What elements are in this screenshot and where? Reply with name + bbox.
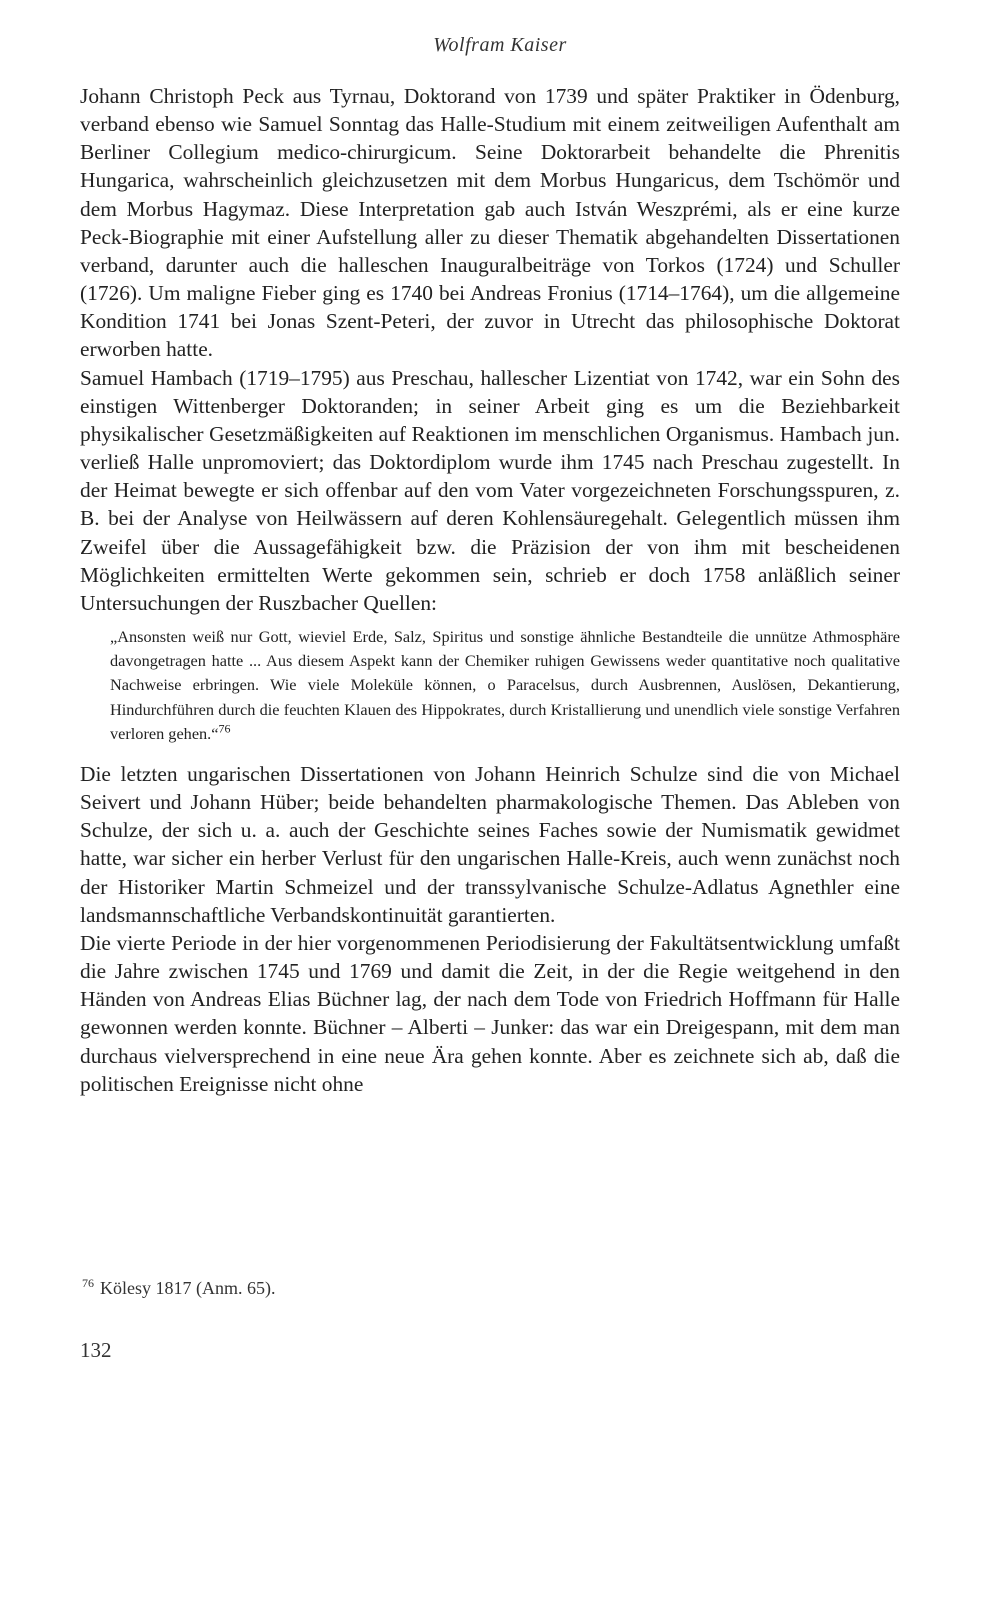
main-text	[80, 82, 900, 1098]
block-quote	[110, 625, 900, 746]
footnote-reference[interactable]: 76	[218, 721, 231, 736]
footnote	[82, 1276, 275, 1299]
page-number: 132	[80, 1338, 112, 1362]
paragraph-vierte-periode: Die vierte Periode in der hier vorgenommenen Periodisierung der Fakultätsentwicklung umfaßt die Jahre zwischen 1745 und 1769 und damit die Zeit, in der die Regie weitgehend in den Händen von Andreas Elias Büchner lag, der nach dem Tode von Friedrich Hoffmann für Halle gewonnen werden konnte. Büchner – Alberti – Junker: das war ein Dreigespann, mit dem man durchaus vielversprechend in eine neue Ära gehen konnte. Aber es zeichnete sich ab, daß die politischen Ereignisse nicht ohne	[80, 930, 900, 1096]
paragraph-hambach: Samuel Hambach (1719–1795) aus Preschau, hallescher Lizentiat von 1742, war ein Sohn des einstigen Wittenberger Doktoranden; in seiner Arbeit ging es um die Beziehbarkeit physikalischer Gesetzmäßigkeiten auf Reaktionen im menschlichen Organismus. Hambach jun. verließ Halle unpromoviert; das Doktordiplom wurde ihm 1745 nach Preschau zugestellt. In der Heimat bewegte er sich offenbar auf den vom Vater vorgezeichneten Forschungsspuren, z. B. bei der Analyse von Heilwässern auf deren Kohlensäuregehalt. Gelegentlich müssen ihm Zweifel über die Aussagefähigkeit bzw. die Präzision der von ihm mit bescheidenen Möglichkeiten ermittelten Werte gekommen sein, schrieb er doch 1758 anläßlich seiner Untersuchungen der Ruszbacher Quellen:	[80, 365, 900, 615]
paragraph-peck: Johann Christoph Peck aus Tyrnau, Doktorand von 1739 und später Praktiker in Ödenburg, verband ebenso wie Samuel Sonntag das Halle-Studium mit einem zeitweiligen Aufenthalt am Berliner Collegium medico-chirurgicum. Seine Doktorarbeit behandelte die Phrenitis Hungarica, wahrscheinlich gleichzusetzen mit dem Morbus Hungaricus, dem Tschömör und dem Morbus Hagymaz. Diese Interpretation gab auch István Weszprémi, als er eine kurze Peck-Biographie mit einer Aufstellung aller zu dieser Thematik abgehandelten Dissertationen verband, darunter auch die halleschen Inauguralbeiträge von Torkos (1724) und Schuller (1726). Um maligne Fieber ging es 1740 bei Andreas Fronius (1714–1764), um die allgemeine Kondition 1741 bei Jonas Szent-Peteri, der zuvor in Utrecht das philosophische Doktorat erworben hatte.	[80, 84, 900, 362]
running-header: Wolfram Kaiser	[433, 34, 567, 56]
footnote-text: Kölesy 1817 (Anm. 65).	[100, 1278, 276, 1298]
paragraph-schulze: Die letzten ungarischen Dissertationen von Johann Heinrich Schulze sind die von Michael Seivert und Johann Hüber; beide behandelten pharmakologische Themen. Das Ableben von Schulze, der sich u. a. auch der Geschichte seines Faches sowie der Numismatik gewidmet hatte, war sicher ein herber Verlust für den ungarischen Halle-Kreis, auch wenn zunächst noch der Historiker Martin Schmeizel und der transsylvanische Schulze-Adlatus Agnethler eine landsmannschaftliche Verbandskontinuität garantierten.	[80, 761, 900, 927]
footnote-number: 76	[82, 1276, 94, 1290]
quote-text: „Ansonsten weiß nur Gott, wieviel Erde, Salz, Spiritus und sonstige ähnliche Bestandteile die unnütze Athmosphäre davongetragen hatte ... Aus diesem Aspekt kann der Chemiker ruhigen Gewissens weder quantitative noch qualitative Nachweise erbringen. Wie viele Moleküle können, o Paracelsus, durch Ausbrennen, Auslösen, Dekantierung, Hindurchführen durch die feuchten Klauen des Hippokrates, durch Kristallierung und unendlich viele sonstige Verfahren verloren gehen.“	[110, 626, 900, 743]
